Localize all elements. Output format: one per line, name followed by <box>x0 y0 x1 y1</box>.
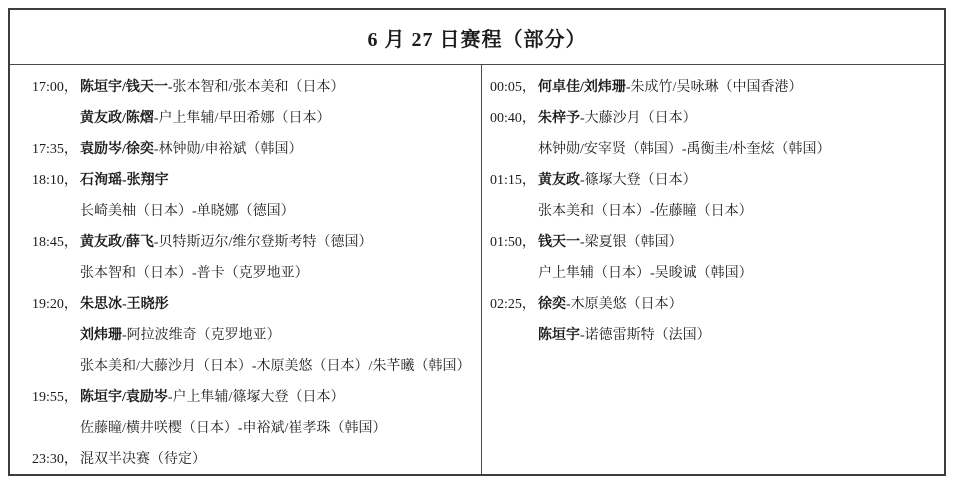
match-text: 长崎美柚（日本）-单晓娜（德国） <box>80 204 295 219</box>
time-label: 00:40， <box>490 111 536 126</box>
time-label: 01:50， <box>490 235 536 250</box>
match-text: -梁夏银（韩国） <box>580 235 683 250</box>
schedule-line <box>32 72 481 103</box>
schedule-line <box>490 289 944 320</box>
match-text: -篠塚大登（日本） <box>580 173 697 188</box>
match-players-bold: 钱天一 <box>538 235 580 250</box>
schedule-body <box>10 65 944 474</box>
match-players-bold: 刘炜珊 <box>80 328 122 343</box>
schedule-line <box>32 165 481 196</box>
schedule-line <box>32 320 481 351</box>
match-text: -贝特斯迈尔/维尔登斯考特（德国） <box>153 235 373 250</box>
schedule-line <box>32 382 481 413</box>
schedule-line <box>490 165 944 196</box>
schedule-line <box>32 444 481 474</box>
match-text: -诺德雷斯特（法国） <box>580 328 711 343</box>
match-text: -木原美悠（日本） <box>566 297 683 312</box>
match-text: -阿拉波维奇（克罗地亚） <box>122 328 281 343</box>
match-players-bold: 黄友政 <box>538 173 580 188</box>
title-bar <box>10 10 944 65</box>
schedule-line <box>490 258 944 289</box>
match-text: -林钟勋/申裕斌（韩国） <box>153 142 303 157</box>
schedule-card <box>8 8 946 476</box>
match-players-bold: 陈垣宇/钱天一 <box>80 80 168 95</box>
match-players-bold: 何卓佳/刘炜珊 <box>538 80 626 95</box>
schedule-line <box>490 196 944 227</box>
match-text: 户上隼辅（日本）-吴晙诚（韩国） <box>538 266 753 281</box>
match-text: -户上隼辅/篠塚大登（日本） <box>167 390 345 405</box>
schedule-line <box>32 196 481 227</box>
schedule-line <box>490 320 944 351</box>
time-label: 17:00， <box>32 80 78 95</box>
match-players-bold: 陈垣宇/袁励岑 <box>80 390 168 405</box>
match-text: 张本智和（日本）-普卡（克罗地亚） <box>80 266 309 281</box>
match-players-bold: 黄友政/陈熠 <box>80 111 154 126</box>
match-text: -户上隼辅/早田希娜（日本） <box>153 111 331 126</box>
schedule-line <box>32 258 481 289</box>
schedule-line <box>32 103 481 134</box>
match-text: 混双半决赛（待定） <box>80 452 206 467</box>
match-players-bold: 朱梓予 <box>538 111 580 126</box>
schedule-line <box>32 351 481 382</box>
match-text: -大藤沙月（日本） <box>580 111 697 126</box>
time-label: 19:20， <box>32 297 78 312</box>
page-title: 6 月 27 日赛程（部分） <box>367 28 587 51</box>
schedule-line <box>32 227 481 258</box>
match-text: 张本美和（日本）-佐藤瞳（日本） <box>538 204 753 219</box>
schedule-line <box>490 227 944 258</box>
time-label: 18:10， <box>32 173 78 188</box>
schedule-column-left <box>10 65 482 474</box>
match-players-bold: 黄友政/薛飞 <box>80 235 154 250</box>
match-players-bold: 徐奕 <box>538 297 566 312</box>
schedule-column-right <box>482 65 944 474</box>
match-players-bold: 石洵瑶-张翔宇 <box>80 173 169 188</box>
time-label: 19:55， <box>32 390 78 405</box>
time-label: 18:45， <box>32 235 78 250</box>
time-label: 00:05， <box>490 80 536 95</box>
match-text: 张本美和/大藤沙月（日本）-木原美悠（日本）/朱芊曦（韩国） <box>80 359 471 374</box>
match-text: -朱成竹/吴咏琳（中国香港） <box>625 80 803 95</box>
schedule-line <box>490 134 944 165</box>
schedule-line <box>490 72 944 103</box>
match-text: 林钟勋/安宰贤（韩国）-禹衡圭/朴奎炫（韩国） <box>538 142 831 157</box>
schedule-line <box>32 134 481 165</box>
time-label: 01:15， <box>490 173 536 188</box>
match-players-bold: 袁励岑/徐奕 <box>80 142 154 157</box>
schedule-line <box>32 413 481 444</box>
match-text: 佐藤瞳/横井咲樱（日本）-申裕斌/崔孝珠（韩国） <box>80 421 387 436</box>
match-text: -张本智和/张本美和（日本） <box>167 80 345 95</box>
schedule-line <box>32 289 481 320</box>
match-players-bold: 陈垣宇 <box>538 328 580 343</box>
schedule-line <box>490 103 944 134</box>
time-label: 02:25， <box>490 297 536 312</box>
time-label: 23:30， <box>32 452 78 467</box>
time-label: 17:35， <box>32 142 78 157</box>
match-players-bold: 朱思冰-王晓彤 <box>80 297 169 312</box>
